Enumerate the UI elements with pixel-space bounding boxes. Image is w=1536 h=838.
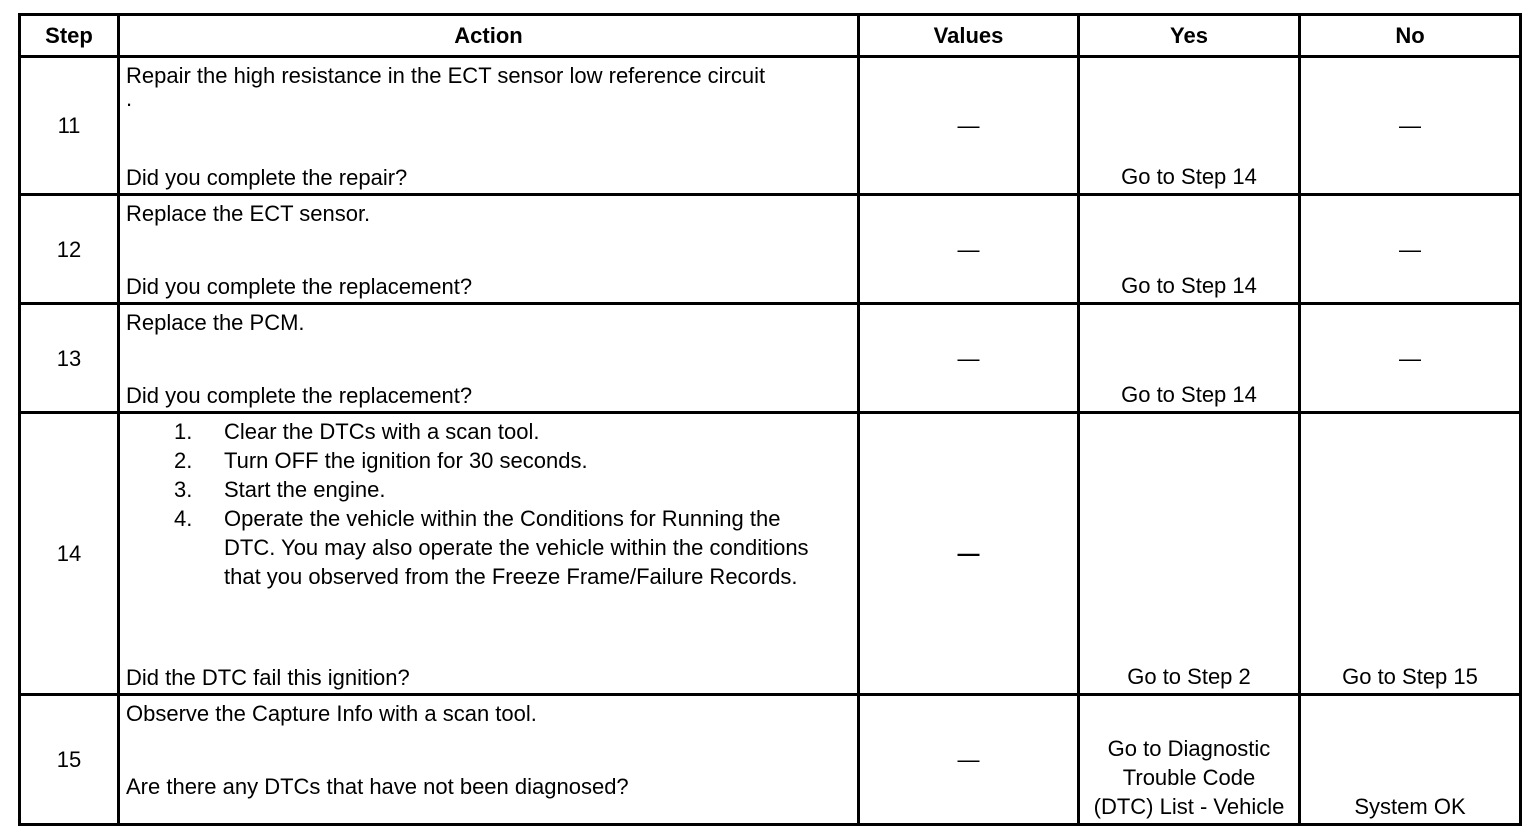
header-yes: Yes: [1079, 15, 1300, 57]
list-item-number: 4.: [174, 506, 193, 531]
header-values: Values: [859, 15, 1079, 57]
action-cell: [119, 695, 859, 825]
values-cell: —: [859, 304, 1079, 413]
diagnostic-steps-table: [18, 13, 1522, 826]
list-item-text: Clear the DTCs with a scan tool.: [224, 419, 540, 444]
table-row: [20, 57, 1521, 195]
values-cell: —: [859, 413, 1079, 695]
action-steps-list: [126, 417, 853, 591]
values-cell: —: [859, 195, 1079, 304]
no-cell: Go to Step 15: [1300, 413, 1521, 695]
yes-cell-text: Go to Diagnostic Trouble Code (DTC) List - Vehicle: [1093, 736, 1285, 819]
action-cell: [119, 57, 859, 195]
action-cell: [119, 195, 859, 304]
yes-cell: Go to Step 2: [1079, 413, 1300, 695]
list-item-text: Start the engine.: [224, 477, 386, 502]
yes-cell: Go to Step 14: [1079, 195, 1300, 304]
action-question: Are there any DTCs that have not been diagnosed?: [126, 774, 629, 799]
header-no: No: [1300, 15, 1521, 57]
list-item: [126, 417, 853, 446]
values-cell: —: [859, 695, 1079, 825]
action-text-continued: .: [126, 86, 133, 111]
action-text: Replace the ECT sensor.: [126, 201, 371, 226]
action-text: Observe the Capture Info with a scan tool.: [126, 701, 537, 726]
step-number: 12: [20, 195, 119, 304]
list-item: [126, 446, 853, 475]
list-item-text: Turn OFF the ignition for 30 seconds.: [224, 448, 588, 473]
yes-cell: [1079, 695, 1300, 825]
list-item-number: 3.: [174, 477, 193, 502]
list-item: [126, 475, 853, 504]
no-cell: System OK: [1300, 695, 1521, 825]
list-item-number: 2.: [174, 448, 193, 473]
list-item-number: 1.: [174, 419, 193, 444]
table-row: [20, 195, 1521, 304]
action-cell: [119, 413, 859, 695]
action-question: Did you complete the replacement?: [126, 274, 473, 299]
table-row: [20, 695, 1521, 825]
no-cell: —: [1300, 195, 1521, 304]
no-cell: —: [1300, 57, 1521, 195]
diagnostic-table-container: [18, 13, 1522, 826]
step-number: 13: [20, 304, 119, 413]
step-number: 11: [20, 57, 119, 195]
table-row: [20, 304, 1521, 413]
list-item: [126, 504, 853, 591]
no-cell: —: [1300, 304, 1521, 413]
header-step: Step: [20, 15, 119, 57]
table-row: [20, 413, 1521, 695]
action-text: Replace the PCM.: [126, 310, 305, 335]
values-cell: —: [859, 57, 1079, 195]
header-action: Action: [119, 15, 859, 57]
step-number: 14: [20, 413, 119, 695]
yes-cell: Go to Step 14: [1079, 57, 1300, 195]
table-header-row: [20, 15, 1521, 57]
action-cell: [119, 304, 859, 413]
yes-cell: Go to Step 14: [1079, 304, 1300, 413]
list-item-text: Operate the vehicle within the Conditions for Running the DTC. You may also operate the vehicle within the conditions that you observed from the Freeze Frame/Failure Records.: [224, 506, 809, 589]
action-question: Did you complete the repair?: [126, 165, 408, 190]
action-question: Did you complete the replacement?: [126, 383, 473, 408]
action-question: Did the DTC fail this ignition?: [126, 665, 410, 690]
step-number: 15: [20, 695, 119, 825]
action-text: Repair the high resistance in the ECT sensor low reference circuit: [126, 63, 766, 88]
